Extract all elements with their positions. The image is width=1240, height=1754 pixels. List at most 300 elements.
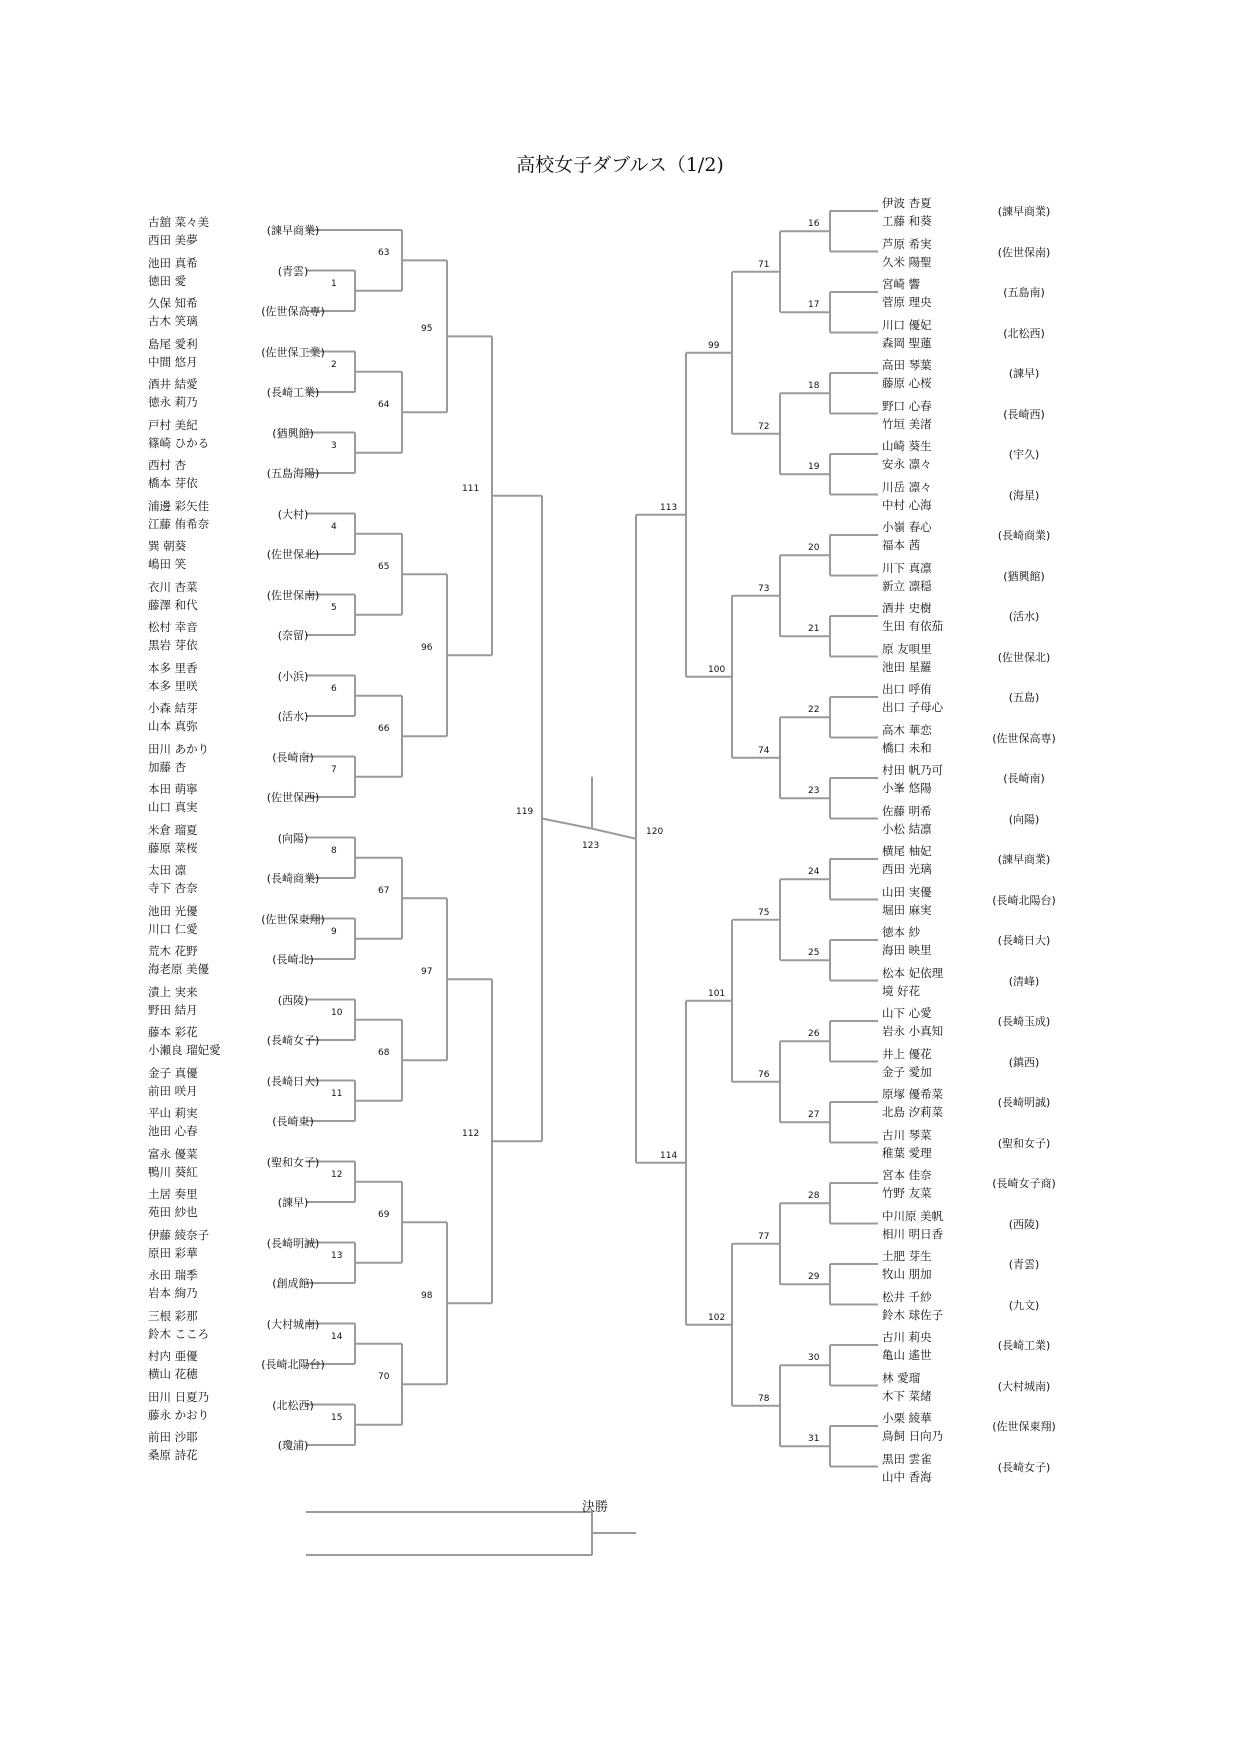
left-entry — [148, 820, 388, 860]
right-entry — [882, 517, 1122, 557]
center-line — [592, 829, 636, 839]
left-entry — [148, 536, 388, 576]
player-name: 原 友唄里 — [882, 641, 932, 656]
match-number: 16 — [808, 219, 820, 230]
player-name: 古舘 菜々美 — [148, 215, 210, 229]
school-name: (活水) — [277, 710, 309, 723]
player-name: 徳本 紗 — [882, 925, 921, 939]
player-name: 工藤 和葵 — [882, 214, 932, 228]
player-name: 橋口 未和 — [882, 740, 932, 755]
player-name: 三根 彩那 — [148, 1308, 198, 1323]
player-name: 菅原 理央 — [882, 295, 932, 309]
player-name: 池田 心春 — [148, 1124, 198, 1138]
right-entry — [882, 1246, 1122, 1286]
left-entry — [148, 212, 388, 252]
school-name: (長崎明誠) — [266, 1236, 320, 1250]
school-name: (猶興館) — [272, 426, 314, 440]
player-name: 小森 結芽 — [148, 701, 198, 715]
school-name: (五島南) — [1003, 286, 1045, 299]
right-entry — [882, 801, 1122, 841]
right-entry — [882, 1368, 1122, 1408]
player-name: 出口 呼侑 — [882, 682, 932, 696]
player-name: 小嶺 春心 — [882, 520, 932, 534]
school-name: (大村城南) — [997, 1379, 1051, 1393]
left-entry — [148, 415, 388, 455]
player-name: 福本 茜 — [882, 538, 921, 552]
player-name: 金子 真優 — [148, 1065, 198, 1080]
left-entry — [148, 1306, 388, 1346]
player-name: 鳥飼 日向乃 — [882, 1429, 944, 1443]
player-name: 富永 優菜 — [148, 1146, 198, 1161]
player-name: 牧山 朋加 — [882, 1267, 932, 1281]
school-name: (長崎北) — [272, 953, 314, 966]
match-number: 95 — [421, 324, 433, 335]
left-entry — [148, 1184, 388, 1224]
player-name: 鈴木 球佐子 — [882, 1307, 944, 1322]
player-name: 村田 帆乃可 — [882, 763, 944, 777]
left-entry — [148, 1103, 388, 1143]
player-name: 徳田 愛 — [148, 273, 187, 288]
player-name: 前田 咲月 — [148, 1083, 198, 1098]
left-entry — [148, 1387, 388, 1427]
match-number: 114 — [660, 1150, 678, 1161]
match-number: 97 — [421, 967, 433, 978]
player-name: 加藤 杏 — [148, 759, 187, 774]
school-name: (長崎工業) — [997, 1339, 1051, 1352]
player-name: 金子 愛加 — [882, 1064, 932, 1079]
school-name: (長崎北陽台) — [992, 893, 1056, 907]
player-name: 山田 実優 — [882, 884, 932, 899]
player-name: 土肥 芽生 — [882, 1249, 932, 1263]
player-name: 海老原 美優 — [148, 962, 210, 976]
match-number: 4 — [331, 521, 337, 532]
match-number: 30 — [808, 1353, 820, 1364]
school-name: (小浜) — [277, 669, 309, 683]
match-number: 25 — [808, 948, 820, 959]
player-name: 西田 光璃 — [882, 862, 932, 876]
match-number: 2 — [331, 359, 337, 370]
school-name: (大村城南) — [266, 1317, 320, 1331]
right-entry — [882, 1287, 1122, 1327]
match-number: 17 — [808, 300, 820, 311]
player-name: 野口 心春 — [882, 398, 932, 413]
right-entry — [882, 436, 1122, 476]
player-name: 横山 花穂 — [148, 1367, 198, 1381]
right-entry — [882, 315, 1122, 355]
player-name: 山下 心愛 — [882, 1006, 932, 1020]
school-name: (九文) — [1008, 1298, 1040, 1312]
school-name: (清峰) — [1008, 974, 1040, 988]
player-name: 岩永 小真知 — [882, 1024, 944, 1038]
match-number: 22 — [808, 705, 820, 716]
match-number: 23 — [808, 786, 820, 797]
player-name: 藤澤 和代 — [148, 597, 198, 612]
left-entry — [148, 577, 388, 617]
school-name: (長崎工業) — [266, 386, 320, 399]
school-name: (長崎商業) — [997, 529, 1051, 542]
player-name: 池田 真希 — [148, 255, 198, 270]
right-entry — [882, 1125, 1122, 1165]
player-name: 桑原 詩花 — [148, 1448, 198, 1462]
player-name: 木下 菜緒 — [882, 1388, 932, 1403]
match-number: 15 — [331, 1412, 343, 1423]
player-name: 川下 真凛 — [882, 560, 932, 575]
player-name: 生田 有依茄 — [882, 619, 944, 633]
player-name: 酒井 史樹 — [882, 601, 932, 615]
school-name: (諫早) — [277, 1196, 309, 1209]
school-name: (向陽) — [277, 831, 309, 845]
player-name: 江藤 侑希奈 — [148, 516, 210, 531]
player-name: 芦原 希実 — [882, 236, 932, 251]
center-line — [542, 819, 592, 829]
left-entry — [148, 1225, 388, 1265]
school-name: (長崎日大) — [997, 934, 1051, 947]
school-name: (瓊浦) — [277, 1439, 309, 1452]
player-name: 松本 妃依理 — [882, 965, 944, 980]
left-entry — [148, 455, 388, 495]
school-name: (大村) — [277, 507, 309, 521]
left-entry — [148, 1265, 388, 1305]
player-name: 宮本 佳奈 — [882, 1168, 932, 1182]
match-number: 111 — [462, 483, 480, 494]
player-name: 池田 光優 — [148, 903, 198, 918]
left-entry — [148, 860, 388, 900]
match-number: 8 — [331, 845, 337, 856]
school-name: (長崎西) — [1003, 407, 1045, 421]
left-entry — [148, 1427, 388, 1467]
school-name: (創成館) — [272, 1277, 314, 1290]
match-number: 71 — [758, 259, 770, 270]
school-name: (諫早) — [1008, 367, 1040, 380]
left-entry — [148, 901, 388, 941]
player-name: 山本 真弥 — [148, 719, 198, 733]
match-number: 18 — [808, 381, 820, 392]
match-number: 63 — [378, 248, 390, 259]
player-name: 竹垣 美渚 — [882, 416, 932, 431]
match-number: 120 — [646, 826, 664, 837]
player-name: 久保 知希 — [148, 296, 198, 310]
school-name: (海星) — [1008, 488, 1040, 502]
match-number: 69 — [378, 1210, 390, 1221]
school-name: (青雲) — [1008, 1258, 1040, 1271]
left-entry — [148, 982, 388, 1022]
player-name: 林 愛瑠 — [882, 1370, 921, 1385]
player-name: 伊藤 綾奈子 — [148, 1227, 210, 1242]
player-name: 田川 あかり — [148, 741, 210, 756]
match-number: 26 — [808, 1029, 820, 1040]
match-number: 1 — [331, 278, 337, 289]
match-number: 3 — [331, 440, 337, 451]
player-name: 北島 汐莉菜 — [882, 1105, 944, 1119]
school-name: (長崎女子) — [266, 1034, 320, 1047]
match-number: 11 — [331, 1088, 343, 1099]
school-name: (長崎明誠) — [997, 1096, 1051, 1109]
player-name: 鴨川 葵紅 — [148, 1164, 198, 1179]
match-number: 76 — [758, 1069, 770, 1080]
player-name: 小松 結凛 — [882, 821, 932, 836]
left-entry — [148, 617, 388, 657]
player-name: 宮崎 響 — [882, 277, 921, 291]
left-entry — [148, 374, 388, 414]
player-name: 浦邊 彩矢佳 — [148, 498, 210, 513]
final-label: 決勝 — [581, 1500, 608, 1515]
right-entry — [882, 234, 1122, 274]
player-name: 藤原 菜桜 — [148, 840, 198, 855]
left-entry — [148, 1346, 388, 1386]
player-name: 山崎 葵生 — [882, 439, 932, 453]
right-entry — [882, 679, 1122, 719]
player-name: 山口 真実 — [148, 800, 198, 814]
match-number: 100 — [708, 664, 726, 675]
match-number: 14 — [331, 1331, 343, 1342]
player-name: 松井 千紗 — [882, 1289, 932, 1304]
player-name: 藤永 かおり — [148, 1407, 210, 1422]
match-number: 102 — [708, 1312, 726, 1323]
player-name: 亀山 遙世 — [882, 1348, 932, 1362]
player-name: 徳永 莉乃 — [148, 395, 198, 409]
right-entry — [882, 1449, 1122, 1489]
match-number: 78 — [758, 1393, 770, 1404]
player-name: 岩本 絢乃 — [148, 1286, 198, 1300]
match-number: 10 — [331, 1007, 343, 1018]
player-name: 米倉 瑠夏 — [148, 822, 198, 837]
player-name: 森岡 聖蓮 — [882, 335, 932, 350]
school-name: (佐世保北) — [997, 650, 1051, 664]
right-entry — [882, 477, 1122, 517]
left-entry — [148, 253, 388, 293]
school-name: (西陵) — [277, 993, 309, 1007]
player-name: 高木 華恋 — [882, 722, 932, 737]
right-entry — [882, 1327, 1122, 1367]
school-name: (聖和女子) — [997, 1136, 1051, 1150]
match-number: 99 — [708, 340, 720, 351]
page-title: 高校女子ダブルス（1/2) — [516, 154, 724, 176]
match-number: 5 — [331, 602, 337, 613]
right-entry — [882, 1408, 1122, 1448]
school-name: (諫早商業) — [266, 224, 320, 237]
match-number: 73 — [758, 583, 770, 594]
right-entry — [882, 1165, 1122, 1205]
school-name: (佐世保南) — [997, 245, 1051, 259]
right-entry — [882, 841, 1122, 881]
match-number: 29 — [808, 1272, 820, 1283]
match-number: 119 — [516, 806, 534, 817]
match-number: 12 — [331, 1169, 343, 1180]
left-entry — [148, 739, 388, 779]
school-name: (長崎商業) — [266, 872, 320, 885]
school-name: (佐世保北) — [266, 548, 320, 561]
match-number: 9 — [331, 926, 337, 937]
left-entry — [148, 1063, 388, 1103]
right-entry — [882, 1206, 1122, 1246]
player-name: 戸村 美紀 — [148, 417, 198, 432]
school-name: (猶興館) — [1003, 569, 1045, 583]
player-name: 篠崎 ひかる — [148, 435, 210, 450]
right-entry — [882, 963, 1122, 1003]
match-number: 98 — [421, 1291, 433, 1302]
right-entry — [882, 760, 1122, 800]
right-entry — [882, 558, 1122, 598]
left-entry — [148, 293, 388, 333]
school-name: (佐世保高専) — [261, 305, 325, 318]
player-name: 久米 陽聖 — [882, 254, 932, 269]
match-number: 13 — [331, 1250, 343, 1261]
right-entry — [882, 1044, 1122, 1084]
right-entry — [882, 639, 1122, 679]
left-entry — [148, 334, 388, 374]
match-number: 77 — [758, 1231, 770, 1242]
right-entry — [882, 355, 1122, 395]
left-entry — [148, 1022, 388, 1062]
school-name: (五島) — [1008, 691, 1040, 704]
right-entry — [882, 274, 1122, 314]
player-name: 出口 子母心 — [882, 700, 944, 714]
match-number: 21 — [808, 624, 820, 635]
player-name: 平山 莉実 — [148, 1106, 198, 1120]
right-entry — [882, 720, 1122, 760]
player-name: 巽 朝葵 — [148, 539, 187, 553]
school-name: (佐世保西) — [266, 791, 320, 804]
player-name: 川口 仁愛 — [148, 921, 198, 936]
player-name: 古川 莉央 — [882, 1330, 932, 1344]
school-name: (奈留) — [277, 629, 309, 642]
school-name: (佐世保南) — [266, 588, 320, 602]
player-name: 古川 琴菜 — [882, 1127, 932, 1142]
player-name: 永田 瑞季 — [148, 1268, 198, 1282]
player-name: 太田 凛 — [148, 863, 187, 877]
school-name: (佐世保高専) — [992, 731, 1056, 745]
player-name: 黒岩 芽依 — [148, 638, 198, 652]
school-name: (佐世保東翔) — [261, 912, 325, 926]
match-number: 66 — [378, 724, 390, 735]
player-name: 海田 映里 — [882, 943, 932, 957]
player-name: 境 好花 — [882, 983, 921, 998]
player-name: 寺下 杏奈 — [148, 881, 198, 895]
player-name: 安永 凛々 — [882, 457, 932, 471]
match-number: 27 — [808, 1110, 820, 1121]
school-name: (佐世保東翔) — [992, 1420, 1056, 1433]
match-number: 113 — [660, 502, 678, 513]
player-name: 藤原 心桜 — [882, 376, 932, 390]
player-name: 山中 香海 — [882, 1469, 932, 1484]
player-name: 土居 奏里 — [148, 1187, 198, 1201]
player-name: 小瀬良 瑠妃愛 — [148, 1043, 221, 1057]
school-name: (北松西) — [272, 1398, 314, 1412]
match-number: 64 — [378, 400, 390, 411]
match-number: 28 — [808, 1191, 820, 1202]
player-name: 島尾 愛利 — [148, 336, 198, 351]
school-name: (諫早商業) — [997, 853, 1051, 866]
player-name: 伊波 杏夏 — [882, 196, 932, 210]
match-number: 20 — [808, 543, 820, 554]
player-name: 本田 萌寧 — [148, 782, 198, 796]
player-name: 稚葉 愛理 — [882, 1145, 932, 1160]
match-number: 96 — [421, 643, 433, 654]
player-name: 漬上 実来 — [148, 984, 198, 999]
school-name: (青雲) — [277, 264, 309, 278]
left-entry — [148, 698, 388, 738]
player-name: 原塚 優希菜 — [882, 1087, 944, 1101]
player-name: 原田 彩華 — [148, 1245, 198, 1260]
match-number: 19 — [808, 462, 820, 473]
school-name: (佐世保工業) — [261, 345, 325, 359]
player-name: 苑田 紗也 — [148, 1205, 198, 1219]
player-name: 荒木 花野 — [148, 944, 198, 958]
school-name: (長崎日大) — [266, 1074, 320, 1088]
player-name: 嶋田 笑 — [148, 557, 187, 571]
player-name: 本多 里香 — [148, 660, 198, 675]
school-name: (諫早商業) — [997, 205, 1051, 218]
player-name: 佐藤 明希 — [882, 803, 932, 818]
player-name: 川岳 凛々 — [882, 479, 932, 494]
player-name: 堀田 麻実 — [882, 902, 932, 917]
player-name: 松村 幸音 — [148, 620, 198, 634]
school-name: (北松西) — [1003, 326, 1045, 340]
player-name: 野田 結月 — [148, 1002, 198, 1017]
right-entry — [882, 922, 1122, 962]
player-name: 横尾 柚妃 — [882, 844, 932, 858]
player-name: 西田 美夢 — [148, 233, 198, 247]
left-entry — [148, 496, 388, 536]
school-name: (西陵) — [1008, 1217, 1040, 1231]
school-name: (長崎女子商) — [992, 1177, 1056, 1190]
player-name: 衣川 杏菜 — [148, 579, 198, 594]
match-number: 65 — [378, 562, 390, 573]
player-name: 小峯 悠陽 — [882, 781, 932, 795]
left-entry — [148, 941, 388, 981]
right-entry — [882, 598, 1122, 638]
match-number: 31 — [808, 1434, 820, 1445]
match-number: 72 — [758, 421, 770, 432]
school-name: (長崎北陽台) — [261, 1358, 325, 1371]
player-name: 古木 笑璃 — [148, 314, 198, 328]
player-name: 黒田 雲雀 — [882, 1451, 932, 1466]
school-name: (聖和女子) — [266, 1155, 320, 1169]
school-name: (長崎南) — [272, 750, 314, 764]
match-number: 123 — [582, 840, 600, 851]
match-number: 68 — [378, 1048, 390, 1059]
player-name: 井上 優花 — [882, 1046, 932, 1061]
school-name: (長崎女子) — [997, 1460, 1051, 1474]
player-name: 鈴木 こころ — [148, 1326, 210, 1341]
player-name: 村内 亜優 — [148, 1349, 198, 1363]
school-name: (向陽) — [1008, 812, 1040, 826]
match-number: 7 — [331, 764, 337, 775]
school-name: (宇久) — [1008, 448, 1040, 461]
player-name: 相川 明日香 — [882, 1226, 944, 1241]
player-name: 新立 凛穏 — [882, 578, 932, 593]
player-name: 西村 杏 — [148, 458, 187, 472]
match-number: 6 — [331, 683, 337, 694]
player-name: 田川 日夏乃 — [148, 1389, 210, 1404]
player-name: 中間 悠月 — [148, 354, 198, 369]
player-name: 高田 琴葉 — [882, 358, 932, 372]
match-number: 70 — [378, 1372, 390, 1383]
left-entry — [148, 1144, 388, 1184]
school-name: (長崎玉成) — [997, 1015, 1051, 1028]
player-name: 橋本 芽依 — [148, 476, 198, 490]
match-number: 67 — [378, 886, 390, 897]
player-name: 前田 沙耶 — [148, 1430, 198, 1444]
match-number: 101 — [708, 988, 726, 999]
player-name: 酒井 結愛 — [148, 377, 198, 391]
match-number: 74 — [758, 745, 770, 756]
player-name: 中村 心海 — [882, 497, 932, 512]
school-name: (活水) — [1008, 610, 1040, 623]
school-name: (長崎南) — [1003, 772, 1045, 785]
right-entry — [882, 1084, 1122, 1124]
player-name: 中川原 美帆 — [882, 1208, 944, 1223]
